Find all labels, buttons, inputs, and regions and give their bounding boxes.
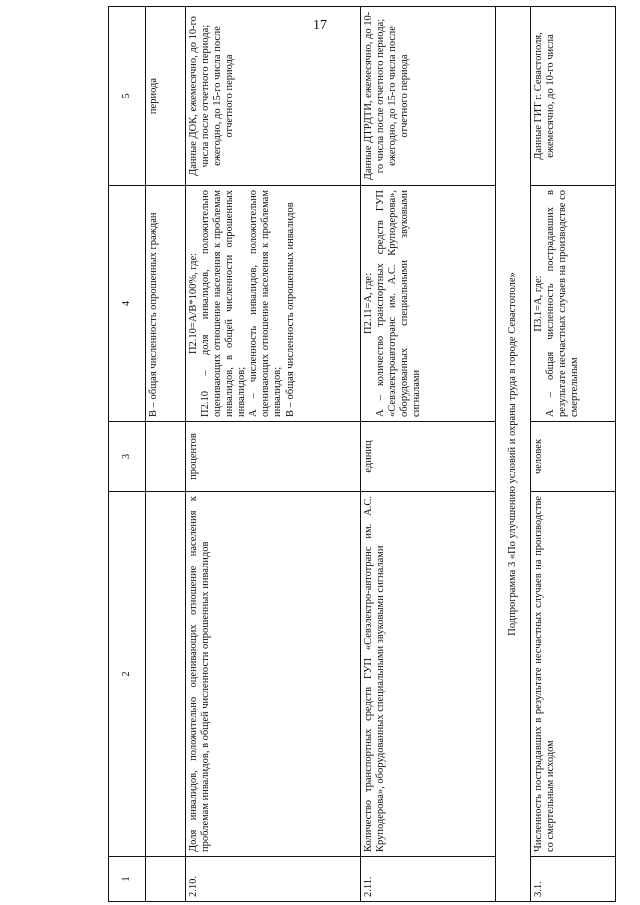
header-col-2: 2 <box>109 492 146 857</box>
row-number: 3.1. <box>531 857 616 902</box>
row-number: 2.11. <box>361 857 496 902</box>
header-col-3: 3 <box>109 422 146 492</box>
cont-definition: В – общая численность опрошенных граждан <box>146 186 186 422</box>
indicators-table <box>108 6 616 902</box>
definition-1: П2.10 – доля инвалидов, положительно оценивающих отношение населения к проблемам инвалидов, в общей численности опрошенных инвалидов; <box>200 190 248 417</box>
definition-2: А – численность инвалидов, положительно оценивающих отношение населения к проблемам инвалидов; <box>248 190 284 417</box>
table-row-3-1 <box>531 7 616 902</box>
header-row <box>109 7 146 902</box>
formula: П3.1=А, где: <box>533 275 544 332</box>
cell-empty <box>146 422 186 492</box>
cont-source: периода <box>146 7 186 186</box>
unit: единиц <box>361 422 496 492</box>
formula: П2.10=А/В*100%, где: <box>188 252 199 355</box>
table-row-2-10 <box>186 7 361 902</box>
header-col-5: 5 <box>109 7 146 186</box>
table-row-continuation <box>146 7 186 902</box>
definition-1: А – общая численность пострадавших в результате несчастных случаев на производстве со смертельным <box>545 190 581 417</box>
indicator-name: Количество транспортных средств ГУП «Севэлектро-автотранс им. А.С. Круподерова», оборудованных специальными звуковыми сигналами <box>361 492 496 857</box>
page-number: 17 <box>313 18 327 33</box>
indicator-name: Доля инвалидов, положительно оценивающих отношение населения к проблемам инвалидов, в общей численности опрошенных инвалидов <box>186 492 361 857</box>
subprogram-title: Подпрограмма 3 «По улучшению условий и охраны труда в городе Севастополе» <box>496 7 531 902</box>
definition-1: А – количество транспортных средств ГУП «Севэлектроавтотранс им. А.С. Круподерова», оборудованных специальными звуковыми сигналами <box>375 190 423 417</box>
formula: П2.11=А, где: <box>363 272 374 335</box>
unit: человек <box>531 422 616 492</box>
header-col-4: 4 <box>109 186 146 422</box>
calculation-method <box>186 186 361 422</box>
data-source: Данные ДОК, ежемесячно, до 10-го числа после отчетного периода; ежегодно, до 15-го числа после отчетного периода <box>186 7 361 186</box>
unit: процентов <box>186 422 361 492</box>
calculation-method <box>531 186 616 422</box>
header-col-1: 1 <box>109 857 146 902</box>
subprogram-row <box>496 7 531 902</box>
calculation-method <box>361 186 496 422</box>
data-source: Данные ДТРДТИ, ежемесячно, до 10-го числа после отчетного периода; ежегодно, до 15-го числа после отчетного периода <box>361 7 496 186</box>
cell-empty <box>146 492 186 857</box>
indicator-name: Численность пострадавших в результате несчастных случаев на производстве со смертельным исходом <box>531 492 616 857</box>
data-source: Данные ГИТ г. Севастополя, ежемесячно, до 10-го числа <box>531 7 616 186</box>
table-row-2-11 <box>361 7 496 902</box>
cell-empty <box>146 857 186 902</box>
definition-3: В – общая численность опрошенных инвалидов <box>284 202 296 417</box>
row-number: 2.10. <box>186 857 361 902</box>
